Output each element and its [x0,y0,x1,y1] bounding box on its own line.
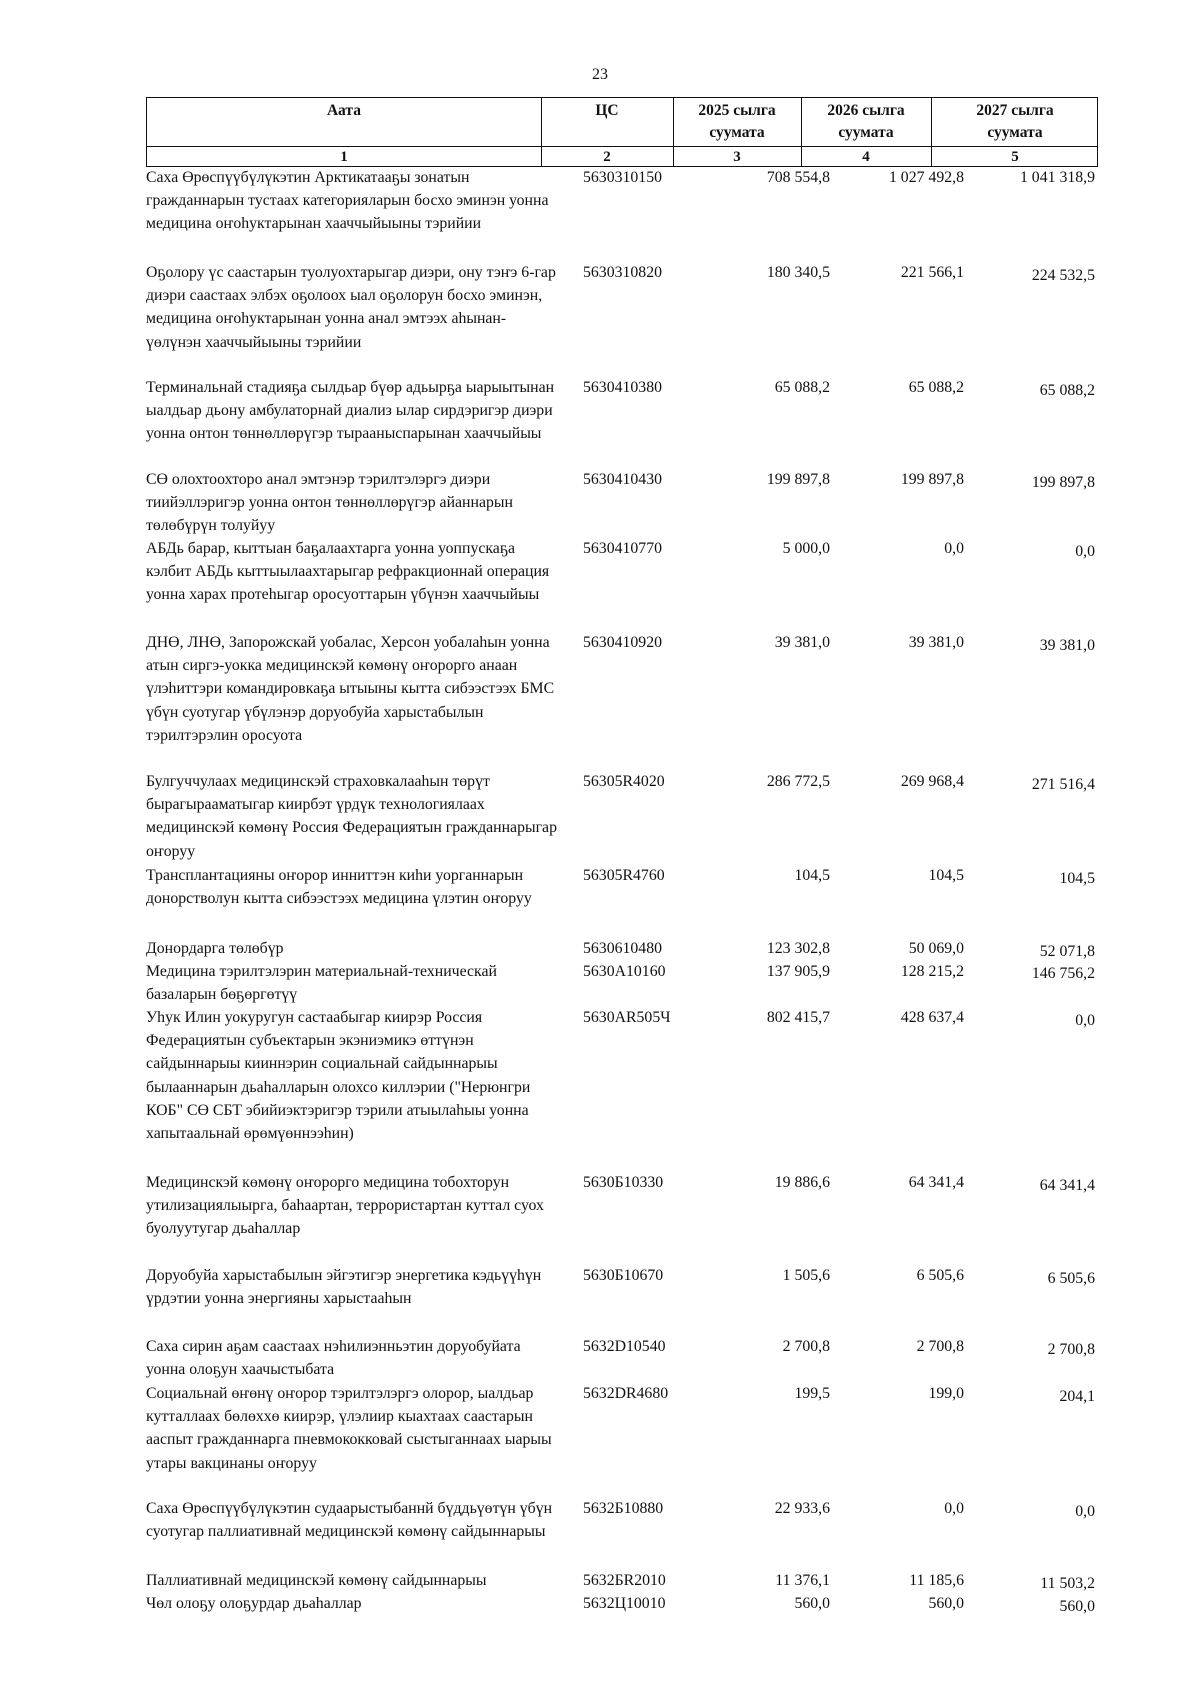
row-2025: 39 381,0 [774,634,830,651]
row-name: Саха сирин аҕам саастаах нэһилиэнньэтин доруобуйата уонна олоҕун хаачыстыбата [146,1338,521,1379]
header-2027: 2027 сылга суумата [976,102,1054,141]
row-2027: 11 503,2 [1040,1575,1095,1592]
row-2027: 52 071,8 [1039,943,1095,960]
row-2025: 19 886,6 [774,1174,830,1191]
row-2025: 104,5 [794,867,830,884]
page-number: 23 [592,66,608,83]
row-2026: 0,0 [944,1500,964,1517]
row-2026: 50 069,0 [908,940,964,957]
row-2027: 0,0 [1075,543,1095,560]
row-2025: 180 340,5 [766,264,830,281]
row-name: Саха Өрөспүүбүлүкэтин Арктикатааҕы зонатын гражданнарын тустаах категорияларын босхо эминэн уонна медицина оҥоһуктарынан хааччыйыыны тэрийии [146,169,549,233]
row-code: 5632БR2010 [583,1572,666,1589]
row-name: Трансплантацияны оҥорор инниттэн киһи уорганнарын донорстволун кытта сибээстээх медицина үлэтин оҥоруу [146,867,532,908]
row-name: ДНӨ, ЛНӨ, Запорожскай уобалас, Херсон уобалаһын уонна атын сиргэ-уокка медицинскэй көмөнү оҥорорго анаан үлэһиттэри командировкаҕа ытыыны кытта сибээстээх БМС үбүн суотугар үбүлэнэр доруобуйа харыстабылын тэрилтэрэлин оросуота [146,634,555,744]
header-num-3: 3 [733,149,741,165]
row-2027: 271 516,4 [1031,776,1095,793]
row-2025: 65 088,2 [774,379,830,396]
row-2027: 65 088,2 [1039,382,1095,399]
row-code: 5632DR4680 [583,1385,669,1402]
row-name: Медицина тэрилтэлэрин материальнай-техническай базаларын бөҕөргөтүү [146,963,497,1004]
row-2026: 11 185,6 [909,1572,964,1589]
row-name: Терминальнай стадияҕа сылдьар бүөр адьырҕа ыарыытынан ыалдьар дьону амбулаторнай диализ ылар сирдэригэр диэри уонна онтон төннөллөрүгэр тырааныспарынан хааччыйыы [146,379,555,443]
row-code: 5630410770 [583,540,662,557]
row-code: 5630410430 [583,471,662,488]
row-2027: 1 041 318,9 [1019,169,1095,186]
row-2025: 1 505,6 [782,1267,830,1284]
row-2027: 2 700,8 [1047,1341,1095,1358]
row-name: Доруобуйа харыстабылын эйгэтигэр энергетика кэдьүүһүн үрдэтии уонна энергияны харыстааһын [146,1267,542,1308]
row-2026: 39 381,0 [908,634,964,651]
row-name: СӨ олохтоохторо анал эмтэнэр тэрилтэлэргэ диэри тиийэллэригэр уонна онтон төннөллөрүгэр айаннарын төлөбүрүн толуйуу [146,471,513,535]
row-2027: 0,0 [1075,1012,1095,1029]
row-code: 5630310820 [583,264,662,281]
row-2027: 104,5 [1059,870,1095,887]
row-code: 5632Б10880 [583,1500,664,1517]
row-code: 5630310150 [583,169,662,186]
header-2026: 2026 сылга суумата [827,102,905,141]
row-code: 5630410380 [583,379,662,396]
row-2027: 224 532,5 [1031,267,1095,284]
row-code: 5630A10160 [583,963,666,980]
row-code: 5632Ц10010 [583,1595,666,1612]
row-name: Паллиативнай медицинскэй көмөнү сайдыннарыы [146,1572,487,1589]
row-2026: 104,5 [928,867,964,884]
row-2026: 128 215,2 [900,963,964,980]
row-name: Социальнай өҥөнү оҥорор тэрилтэлэргэ олорор, ыалдьар кутталлаах бөлөххө киирэр, үлэлиир кыахтаах саастарын ааспыт гражданнарга пневмококковай сыстыганнаах ыарыы утары вакцинаны оҥоруу [146,1385,552,1472]
row-2025: 708 554,8 [766,169,830,186]
row-name: АБДь барар, кыттыан баҕалаахтарга уонна уоппускаҕа кэлбит АБДь кыттыылаахтарыгар рефракционнай операция уонна харах протеһыгар оросуоттарын үбүнэн хааччыйыы [146,540,550,604]
row-2027: 560,0 [1059,1598,1095,1615]
row-code: 5630Б10670 [583,1267,664,1284]
row-code: 5632D10540 [583,1338,666,1355]
row-2026: 1 027 492,8 [888,169,964,186]
row-name: Саха Өрөспүүбүлүкэтин судаарыстыбаннй бүддьүөтүн үбүн суотугар паллиативнай медицинскэй көмөнү сайдыннарыы [146,1500,553,1541]
row-2025: 560,0 [794,1595,830,1612]
row-2027: 64 341,4 [1039,1177,1095,1194]
row-2027: 204,1 [1059,1388,1095,1405]
header-num-5: 5 [1011,149,1019,165]
row-2027: 146 756,2 [1031,965,1095,982]
row-2026: 6 505,6 [916,1267,964,1284]
row-2025: 2 700,8 [782,1338,830,1355]
table-header [146,97,1098,167]
row-2026: 2 700,8 [916,1338,964,1355]
row-name: Донордарга төлөбүр [146,940,284,957]
row-2025: 22 933,6 [774,1500,830,1517]
row-code: 56305R4020 [583,773,665,790]
row-code: 5630610480 [583,940,662,957]
row-code: 5630410920 [583,634,662,651]
row-2025: 802 415,7 [766,1009,830,1026]
row-2025: 286 772,5 [766,773,830,790]
header-code: ЦС [595,102,619,119]
row-2025: 5 000,0 [782,540,830,557]
header-num-4: 4 [862,149,870,165]
row-2026: 560,0 [928,1595,964,1612]
row-2026: 65 088,2 [908,379,964,396]
row-2026: 0,0 [944,540,964,557]
row-2027: 0,0 [1075,1503,1095,1520]
row-2027: 6 505,6 [1047,1270,1095,1287]
header-num-2: 2 [603,149,611,165]
row-name: Медицинскэй көмөнү оҥорорго медицина тобохторун утилизациялыырга, баһаартан, террористартан куттал суох буолуутугар дьаһаллар [146,1174,544,1238]
row-name: Оҕолору үс саастарын туолуохтарыгар диэри, ону тэҥэ 6-гар диэри саастаах элбэх оҕолоох ыал оҕолорун босхо эминэн, медицина оҥоһуктарынан уонна анал эмтээх аһынан-үөлүнэн хааччыйыыны тэрийии [146,264,556,351]
row-name: Булгуччулаах медицинскэй страховкалааһын төрүт бырагырааматыгар киирбэт үрдүк технологиялаах медицинскэй көмөнү Россия Федерациятын гражданнарыгар оҥоруу [146,773,557,860]
row-2027: 39 381,0 [1039,637,1095,654]
row-2026: 428 637,4 [900,1009,964,1026]
row-name: Чөл олоҕу олоҕурдар дьаһаллар [146,1595,362,1612]
row-code: 5630Б10330 [583,1174,664,1191]
row-2026: 199 897,8 [900,471,964,488]
header-2025: 2025 сылга суумата [698,102,776,141]
row-name: Уһук Илин уокуругун састаабыгар киирэр Россия Федерациятын субъектарын экэниэмикэ өттүнэн сайдыннарыы кииннэрин социальнай сайдыннарыы былааннарын дьаһалларын олохсо киллэрии ("Нерюнгри КОБ" СӨ СБТ эбийиэктэригэр тэрили атыылаһыы уонна хапытаальнай өрөмүөннээһин) [146,1009,531,1143]
row-2026: 269 968,4 [900,773,964,790]
row-2025: 199 897,8 [766,471,830,488]
row-2027: 199 897,8 [1031,474,1095,491]
row-2026: 64 341,4 [908,1174,964,1191]
header-name: Аата [327,102,361,119]
row-2025: 137 905,9 [766,963,830,980]
row-2025: 199,5 [794,1385,830,1402]
row-code: 56305R4760 [583,867,665,884]
row-2025: 11 376,1 [775,1572,830,1589]
header-num-1: 1 [340,149,348,165]
row-2026: 221 566,1 [900,264,964,281]
row-code: 5630AR505Ч [583,1009,671,1026]
row-2025: 123 302,8 [766,940,830,957]
row-2026: 199,0 [928,1385,964,1402]
